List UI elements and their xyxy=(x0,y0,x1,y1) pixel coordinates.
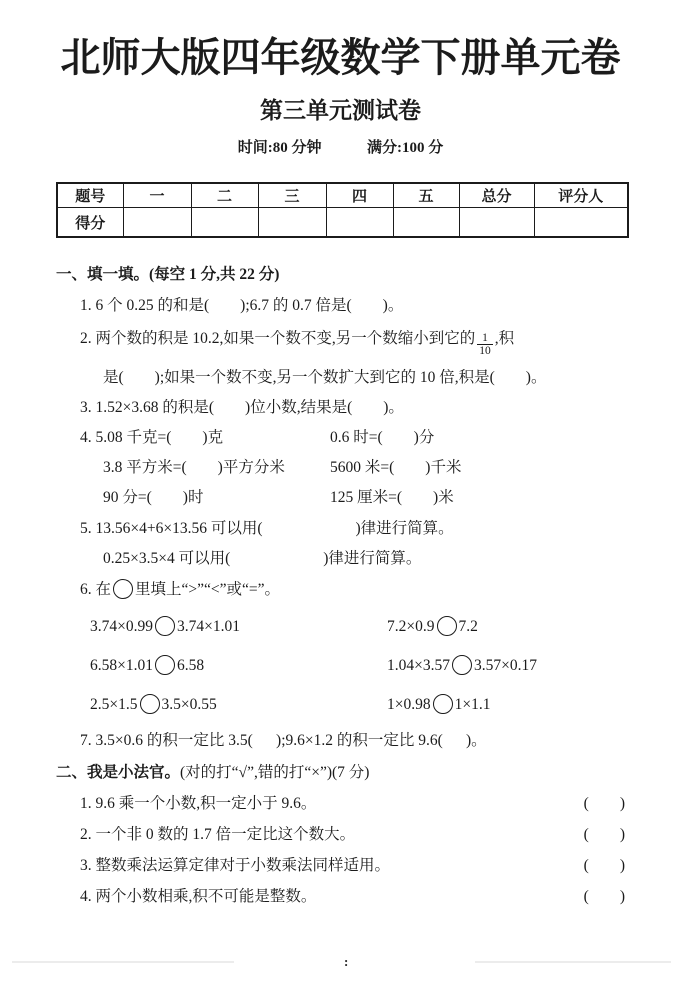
exam-info xyxy=(56,138,625,158)
judge-statement: 1. 9.6 乘一个小数,积一定小于 9.6。 xyxy=(80,795,317,812)
expr-right: 7.2 xyxy=(458,618,478,635)
page-title: 北师大版四年级数学下册单元卷 xyxy=(60,35,621,80)
question-2-line-1 xyxy=(56,328,625,358)
expr-left: 1.04×3.57 xyxy=(387,657,450,674)
question-3: 3. 1.52×3.68 的积是( )位小数,结果是( )。 xyxy=(80,399,404,416)
q4-conversion-cm: 125 厘米=( )米 xyxy=(330,489,454,506)
expr-left: 3.74×0.99 xyxy=(90,618,153,635)
question-4-row-3 xyxy=(56,487,625,508)
q4-conversion-kg: 4. 5.08 千克=( )克 xyxy=(80,429,224,446)
q4-conversion-meters: 5600 米=( )千米 xyxy=(330,459,462,476)
header-cell-question-no: 题号 xyxy=(57,183,123,208)
judge-statement: 4. 两个小数相乘,积不可能是整数。 xyxy=(80,888,317,905)
answer-blank: ( ) xyxy=(583,857,625,874)
time-limit: 时间:80 分钟 xyxy=(237,140,322,156)
comparison-item xyxy=(387,654,537,678)
score-table-score-row xyxy=(57,208,628,238)
comparison-item xyxy=(90,693,387,717)
header-cell-total: 总分 xyxy=(459,183,534,208)
q2-text-pre: 2. 两个数的积是 10.2,如果一个数不变,另一个数缩小到它的 xyxy=(80,330,476,347)
score-row-label: 得分 xyxy=(57,208,123,238)
q6-text-post: 里填上“>”“<”或“=”。 xyxy=(135,581,281,598)
full-score: 满分:100 分 xyxy=(367,140,444,156)
question-7: 7. 3.5×0.6 的积一定比 3.5( );9.6×1.2 的积一定比 9.6( )。 xyxy=(80,732,487,749)
score-cell xyxy=(534,208,628,238)
expr-right: 6.58 xyxy=(177,657,205,674)
score-cell xyxy=(326,208,393,238)
expr-left: 2.5×1.5 xyxy=(90,696,138,713)
fraction-denominator: 10 xyxy=(479,345,491,357)
score-cell xyxy=(459,208,534,238)
circle-blank-icon xyxy=(433,694,453,714)
comparison-item xyxy=(90,615,387,639)
header-cell-part-1: 一 xyxy=(123,183,191,208)
question-1: 1. 6 个 0.25 的和是( );6.7 的 0.7 倍是( )。 xyxy=(80,297,404,314)
comparison-item xyxy=(387,615,478,639)
answer-blank: ( ) xyxy=(583,888,625,905)
comparison-row-3 xyxy=(56,693,625,717)
section-two-note: (对的打“√”,错的打“×”)(7 分) xyxy=(180,764,370,781)
header-cell-part-4: 四 xyxy=(326,183,393,208)
circle-blank-icon xyxy=(140,694,160,714)
judge-item-2 xyxy=(56,824,625,845)
header-cell-part-5: 五 xyxy=(393,183,459,208)
score-table xyxy=(56,182,629,238)
comparison-item xyxy=(387,693,491,717)
question-6-heading xyxy=(56,579,625,600)
score-cell xyxy=(191,208,258,238)
judge-statement: 2. 一个非 0 数的 1.7 倍一定比这个数大。 xyxy=(80,826,356,843)
header-cell-part-2: 二 xyxy=(191,183,258,208)
fraction-one-tenth xyxy=(477,332,493,358)
page-subtitle: 第三单元测试卷 xyxy=(260,98,421,123)
judge-item-3 xyxy=(56,855,625,876)
q2-text-post: ,积 xyxy=(494,330,515,347)
expr-right: 3.57×0.17 xyxy=(474,657,537,674)
expr-right: 3.5×0.55 xyxy=(161,696,217,713)
circle-blank-icon xyxy=(155,655,175,675)
judge-item-1 xyxy=(56,793,625,814)
section-two-heading xyxy=(56,762,625,783)
judge-item-4 xyxy=(56,886,625,907)
q4-conversion-minutes: 90 分=( )时 xyxy=(103,489,204,506)
expr-left: 6.58×1.01 xyxy=(90,657,153,674)
expr-right: 1×1.1 xyxy=(454,696,491,713)
expr-left: 1×0.98 xyxy=(387,696,431,713)
section-one-heading: 一、填一填。(每空 1 分,共 22 分) xyxy=(56,266,280,283)
header-cell-part-3: 三 xyxy=(258,183,326,208)
comparison-row-1 xyxy=(56,615,625,639)
expr-right: 3.74×1.01 xyxy=(177,618,240,635)
circle-blank-icon xyxy=(113,579,133,599)
question-5-line-1: 5. 13.56×4+6×13.56 可以用( )律进行简算。 xyxy=(80,520,454,537)
question-4-row-1 xyxy=(56,427,625,448)
circle-blank-icon xyxy=(155,616,175,636)
expr-left: 7.2×0.9 xyxy=(387,618,435,635)
question-2-line-2: 是( );如果一个数不变,另一个数扩大到它的 10 倍,积是( )。 xyxy=(103,369,547,386)
q4-conversion-sqm: 3.8 平方米=( )平方分米 xyxy=(103,459,285,476)
score-cell xyxy=(258,208,326,238)
section-two-title: 二、我是小法官。 xyxy=(56,764,181,781)
answer-blank: ( ) xyxy=(583,795,625,812)
question-5-line-2: 0.25×3.5×4 可以用( )律进行简算。 xyxy=(103,550,422,567)
q6-text-pre: 6. 在 xyxy=(80,581,112,598)
circle-blank-icon xyxy=(452,655,472,675)
header-cell-grader: 评分人 xyxy=(534,183,628,208)
footer-colon-mark: : xyxy=(344,954,349,969)
comparison-row-2 xyxy=(56,654,625,678)
fraction-numerator: 1 xyxy=(482,332,488,344)
answer-blank: ( ) xyxy=(583,826,625,843)
scan-artifact-line xyxy=(12,961,234,963)
score-cell xyxy=(393,208,459,238)
paper-body xyxy=(56,264,625,907)
question-4-row-2 xyxy=(56,457,625,478)
judge-statement: 3. 整数乘法运算定律对于小数乘法同样适用。 xyxy=(80,857,391,874)
comparison-item xyxy=(90,654,387,678)
scan-artifact-line xyxy=(475,961,671,963)
circle-blank-icon xyxy=(437,616,457,636)
q4-conversion-hours: 0.6 时=( )分 xyxy=(330,429,435,446)
score-cell xyxy=(123,208,191,238)
score-table-header-row xyxy=(57,183,628,208)
